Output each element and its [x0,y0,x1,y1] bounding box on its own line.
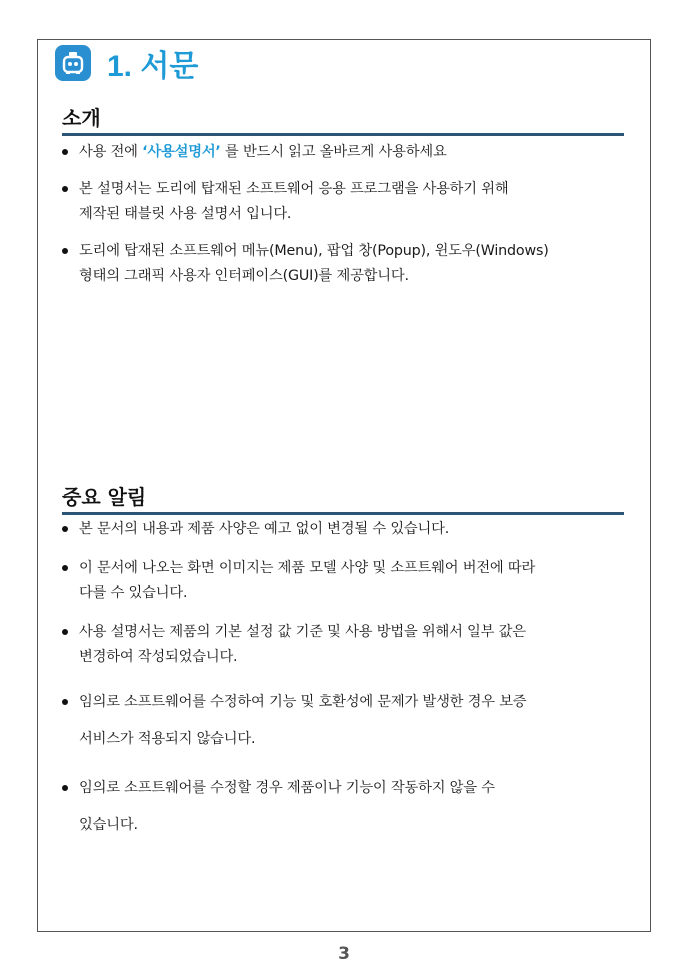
item-line: 제작된 태블릿 사용 설명서 입니다. [79,206,292,222]
item-line: 임의로 소프트웨어를 수정할 경우 제품이나 기능이 작동하지 않을 수 [79,780,495,796]
item-line: 사용 설명서는 제품의 기본 설정 값 기준 및 사용 방법을 위해서 일부 값은 [79,624,526,640]
bullet [62,699,68,705]
bullet [62,565,68,571]
bullet [62,785,68,791]
notice-list [62,517,628,844]
bullet [62,248,68,254]
section-heading-notice [62,482,624,515]
item-line: 임의로 소프트웨어를 수정하여 기능 및 호환성에 문제가 발생한 경우 보증 [79,694,527,710]
item-text: 를 반드시 읽고 올바르게 사용하세요 [220,144,447,160]
list-item [62,684,628,758]
bullet [62,629,68,635]
item-line: 다를 수 있습니다. [79,585,188,601]
item-line: 도리에 탑재된 소프트웨어 메뉴(Menu), 팝업 창(Popup), 윈도우(Windows) [79,243,549,259]
list-item [62,620,628,670]
bullet [62,186,68,192]
list-item [62,556,628,606]
item-line: 본 설명서는 도리에 탑재된 소프트웨어 응용 프로그램을 사용하기 위해 [79,181,509,197]
list-item [62,177,628,227]
section-heading-intro [62,103,624,136]
bullet [62,526,68,532]
list-item [62,770,628,844]
item-line: 서비스가 적용되지 않습니다. [79,731,256,747]
intro-list [62,140,628,289]
list-item [62,140,628,165]
item-line: 변경하여 작성되었습니다. [79,649,238,665]
item-line: 이 문서에 나오는 화면 이미지는 제품 모델 사양 및 소프트웨어 버전에 따라 [79,560,536,576]
section-title: 중요 알림 [62,485,147,509]
item-line: 형태의 그래픽 사용자 인터페이스(GUI)를 제공합니다. [79,268,409,284]
list-item [62,517,628,542]
page-number: 3 [338,944,350,964]
item-line: 본 문서의 내용과 제품 사양은 예고 없이 변경될 수 있습니다. [79,521,450,537]
robot-icon [55,45,91,81]
list-item [62,239,628,289]
item-text: 사용 전에 [79,144,143,160]
chapter-header [55,44,198,82]
section-title: 소개 [62,106,101,130]
item-line: 있습니다. [79,817,138,833]
chapter-title: 1. 서문 [107,50,199,83]
manual-highlight: ‘사용설명서’ [142,144,221,160]
bullet [62,149,68,155]
